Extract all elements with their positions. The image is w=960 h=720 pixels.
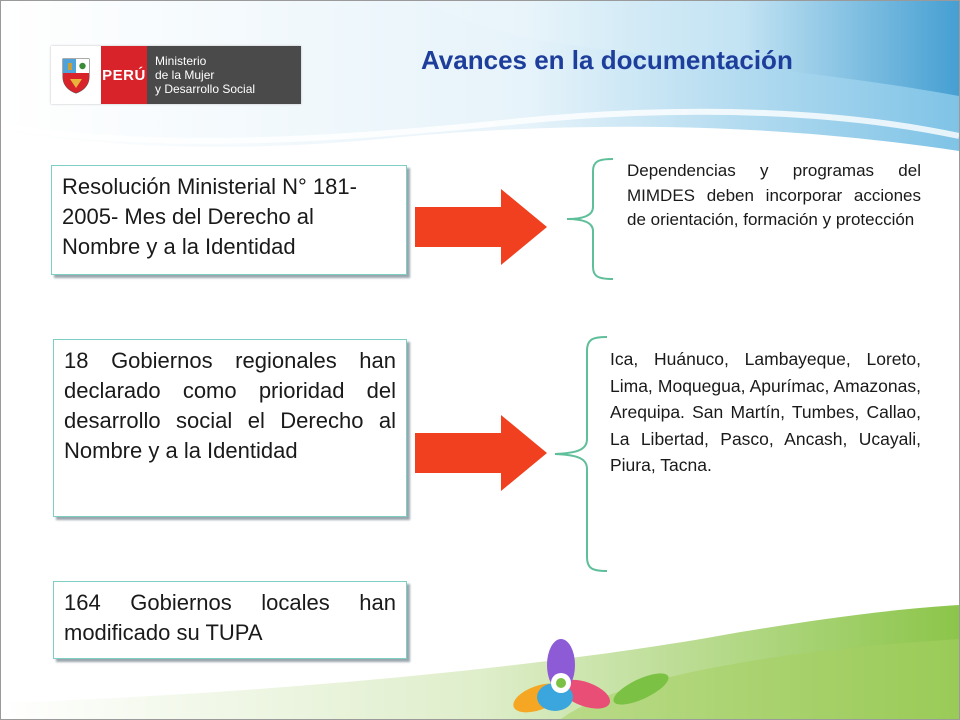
ministry-name xyxy=(147,46,301,104)
regions-list-text: Ica, Huánuco, Lambayeque, Loreto, Lima, Moquegua, Apurímac, Amazonas, Arequipa. San Martín, Tumbes, Callao, La Libertad, Pasco, Ancash, Ucayali, Piura, Tacna. xyxy=(610,349,921,475)
item-box-resolution xyxy=(51,165,407,275)
resolution-detail-text: Dependencias y programas del MIMDES deben incorporar acciones de orientación, formación y protección xyxy=(627,161,921,230)
ministry-line: de la Mujer xyxy=(155,68,215,82)
item-box-local-governments xyxy=(53,581,407,659)
item-text: 164 Gobiernos locales han modificado su TUPA xyxy=(64,590,396,645)
ministry-logo xyxy=(51,46,301,104)
item-text: Resolución Ministerial N° 181-2005- Mes del Derecho al Nombre y a la Identidad xyxy=(62,174,357,259)
right-arrow-icon xyxy=(413,187,549,267)
page-title: Avances en la documentación xyxy=(421,45,793,75)
country-label: PERÚ xyxy=(101,46,147,104)
ministry-line: Ministerio xyxy=(155,54,207,68)
left-brace-icon xyxy=(551,335,611,573)
left-brace-icon xyxy=(563,157,623,281)
item-box-regional-governments xyxy=(53,339,407,517)
right-arrow-icon xyxy=(413,413,549,493)
item-text: 18 Gobiernos regionales han declarado como prioridad del desarrollo social el Derecho al Nombre y a la Identidad xyxy=(64,348,396,463)
coat-of-arms-icon xyxy=(51,46,101,104)
ministry-line: y Desarrollo Social xyxy=(155,82,256,96)
